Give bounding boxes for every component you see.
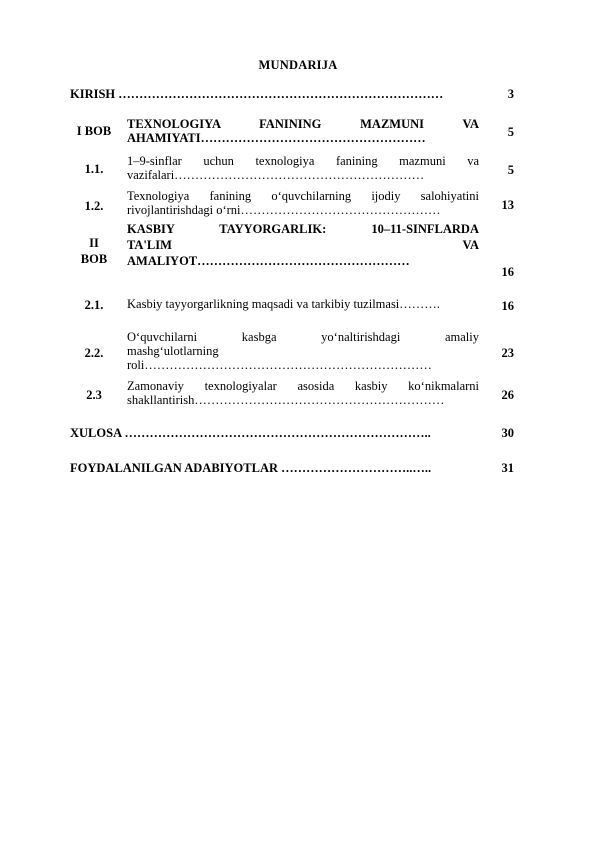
toc-entry-2-1[interactable] — [70, 297, 522, 313]
toc-entry-bob2[interactable] — [70, 221, 522, 283]
toc-entry-text: O‘quvchilarni kasbga yo‘naltirishdagi amaliy mashg‘ulotlarning roli…………………………………………………………… — [127, 330, 479, 372]
toc-entry-xulosa[interactable] — [70, 426, 522, 442]
toc-page-number: 26 — [501, 388, 514, 402]
toc-page-number: 30 — [501, 426, 514, 440]
toc-entry-text: 1–9-sinflar uchun texnologiya fanining mazmuni va vazifalari…………………………………………………… — [127, 154, 479, 182]
toc-section-number: 2.2. — [84, 346, 104, 360]
toc-page-number: 5 — [507, 163, 514, 177]
toc-entry-text: Kasbiy tayyorgarlikning maqsadi va tarkibiy tuzilmasi………. — [127, 297, 440, 311]
toc-entry-text: FOYDALANILGAN ADABIYOTLAR …………………………..….. — [70, 461, 432, 475]
toc-entry-text: Texnologiya fanining o‘quvchilarning ijodiy salohiyatini rivojlantirishdagi o‘rni………………………………………… — [127, 189, 479, 217]
toc-entry-text: Zamonaviy texnologiyalar asosida kasbiy ko‘nikmalarni shakllantirish…………………………………………………… — [127, 379, 479, 407]
toc-page-number: 16 — [501, 265, 514, 279]
toc-chapter-number: I BOB — [76, 124, 112, 138]
toc-entry-text: TEXNOLOGIYA FANINING MAZMUNI VA AHAMIYATI……………………………………………… — [127, 117, 479, 145]
toc-entry-1-2[interactable] — [70, 189, 522, 219]
toc-page-number: 23 — [501, 346, 514, 360]
toc-page-number: 31 — [501, 461, 514, 475]
toc-entry-2-2[interactable] — [70, 330, 522, 376]
toc-entry-text: KASBIY TAYYORGARLIK: 10–11-SINFLARDA TA'LIM VA AMALIYOT…………………………………………… — [127, 222, 479, 268]
toc-entry-kirish[interactable] — [70, 87, 522, 103]
toc-section-number: 1.2. — [84, 199, 104, 213]
toc-entry-adabiyotlar[interactable] — [70, 461, 522, 477]
toc-entry-bob1[interactable] — [70, 117, 522, 147]
toc-entry-2-3[interactable] — [70, 379, 522, 409]
toc-entry-text: XULOSA ……………………………………………………………….. — [70, 426, 431, 440]
toc-section-number: 2.1. — [84, 298, 104, 312]
toc-page-number: 3 — [507, 87, 514, 101]
toc-page-number: 5 — [507, 125, 514, 139]
toc-entry-text: KIRISH …………………………………………………………………… — [70, 87, 444, 101]
toc-page-number: 13 — [501, 198, 514, 212]
toc-section-number: 2.3 — [86, 388, 102, 402]
toc-entry-1-1[interactable] — [70, 154, 522, 184]
toc-chapter-number: II BOB — [80, 236, 108, 266]
toc-section-number: 1.1. — [84, 162, 104, 176]
toc-page-number: 16 — [501, 299, 514, 313]
toc-title: MUNDARIJA — [258, 58, 338, 72]
